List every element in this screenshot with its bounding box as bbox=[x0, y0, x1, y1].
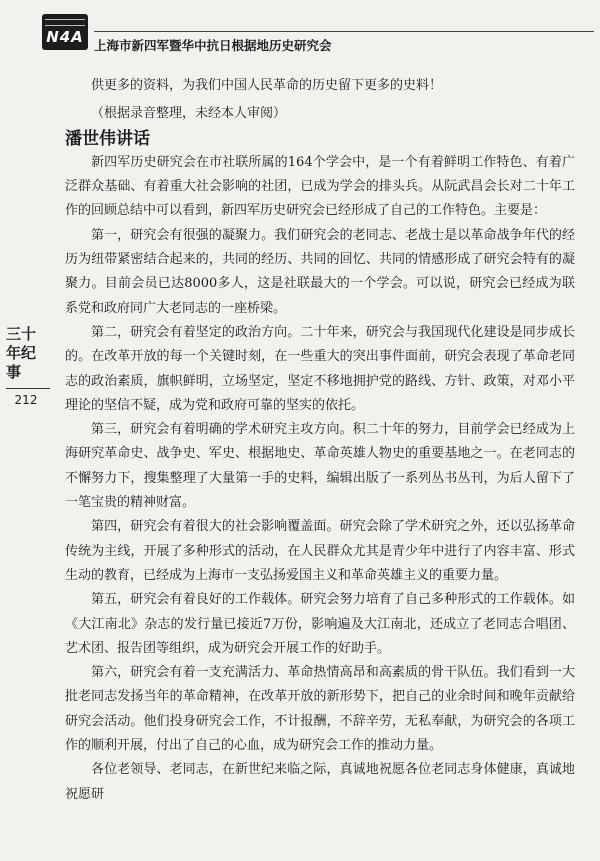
page-body bbox=[65, 74, 575, 807]
logo-stripe bbox=[45, 19, 85, 26]
editor-note: （根据录音整理，未经本人审阅） bbox=[91, 106, 287, 122]
header-rule bbox=[94, 31, 594, 32]
body-paragraph: 第四，研究会有着很大的社会影响覆盖面。研究会除了学术研究之外，还以弘扬革命传统为主线，开展了多种形式的活动，在人民群众尤其是青少年中进行了内容丰富、形式生动的教育，已经成为上海市一支弘扬爱国主义和革命英雄主义的重要力量。 bbox=[65, 519, 575, 583]
book-title-vertical: 三十年纪事 bbox=[6, 325, 37, 381]
body-paragraph: 第六，研究会有着一支充满活力、革命热情高昂和高素质的骨干队伍。我们看到一大批老同志发扬当年的革命精神，在改革开放的新形势下，把自己的业余时间和晚年贡献给研究会活动。他们投身研究会工作，不计报酬，不辞辛劳，无私奉献，为研究会的各项工作的顺利开展，付出了自己的心血，成为研究会工作的推动力量。 bbox=[65, 665, 575, 754]
body-paragraph: 各位老领导、老同志，在新世纪来临之际，真诚地祝愿各位老同志身体健康，真诚地祝愿研 bbox=[65, 762, 575, 802]
side-margin bbox=[6, 325, 54, 407]
body-paragraph: 新四军历史研究会在市社联所属的164个学会中，是一个有着鲜明工作特色、有着广泛群众基础、有着重大社会影响的社团，已成为学会的排头兵。从阮武昌会长对二十年工作的回顾总结中可以看到，新四军历史研究会已经形成了自己的工作特色。主要是： bbox=[65, 154, 575, 219]
body-paragraph: 第五，研究会有着良好的工作载体。研究会努力培育了自己多种形式的工作载体。如《大江南北》杂志的发行量已接近7万份，影响遍及大江南北，还成立了老同志合唱团、艺术团、报告团等组织，成为研究会开展工作的好助手。 bbox=[65, 592, 575, 656]
logo-text: N4A bbox=[46, 27, 84, 46]
organization-name: 上海市新四军暨华中抗日根据地历史研究会 bbox=[94, 38, 332, 53]
body-paragraph: 第二，研究会有着坚定的政治方向。二十年来，研究会与我国现代化建设是同步成长的。在改革开放的每一个关键时刻，在一些重大的突出事件面前，研究会表现了革命老同志的政治素质，旗帜鲜明，立场坚定，坚定不移地拥护党的路线、方针、政策，对邓小平理论的坚信不疑，成为党和政府可靠的坚实的依托。 bbox=[65, 324, 575, 413]
n4a-logo bbox=[42, 14, 88, 50]
speech-title: 潘世伟讲话 bbox=[65, 128, 150, 149]
side-rule bbox=[6, 388, 50, 389]
page-header bbox=[42, 14, 582, 54]
intro-paragraph: 供更多的资料，为我们中国人民革命的历史留下更多的史料！ bbox=[91, 78, 443, 93]
body-paragraph: 第一，研究会有很强的凝聚力。我们研究会的老同志、老战士是以革命战争年代的经历为纽带紧密结合起来的，共同的经历、共同的回忆、共同的情感形成了研究会特有的凝聚力。目前会员已达8000多人，这是社联最大的一个学会。可以说，研究会已经成为联系党和政府同广大老同志的一座桥梁。 bbox=[65, 227, 575, 316]
body-paragraph: 第三，研究会有着明确的学术研究主攻方向。积二十年的努力，目前学会已经成为上海研究革命史、战争史、军史、根据地史、革命英雄人物史的重要基地之一。在老同志的不懈努力下，搜集整理了大量第一手的史料，编辑出版了一系列丛书丛刊，为后人留下了一笔宝贵的精神财富。 bbox=[65, 422, 575, 511]
page-number: 212 bbox=[14, 393, 38, 407]
